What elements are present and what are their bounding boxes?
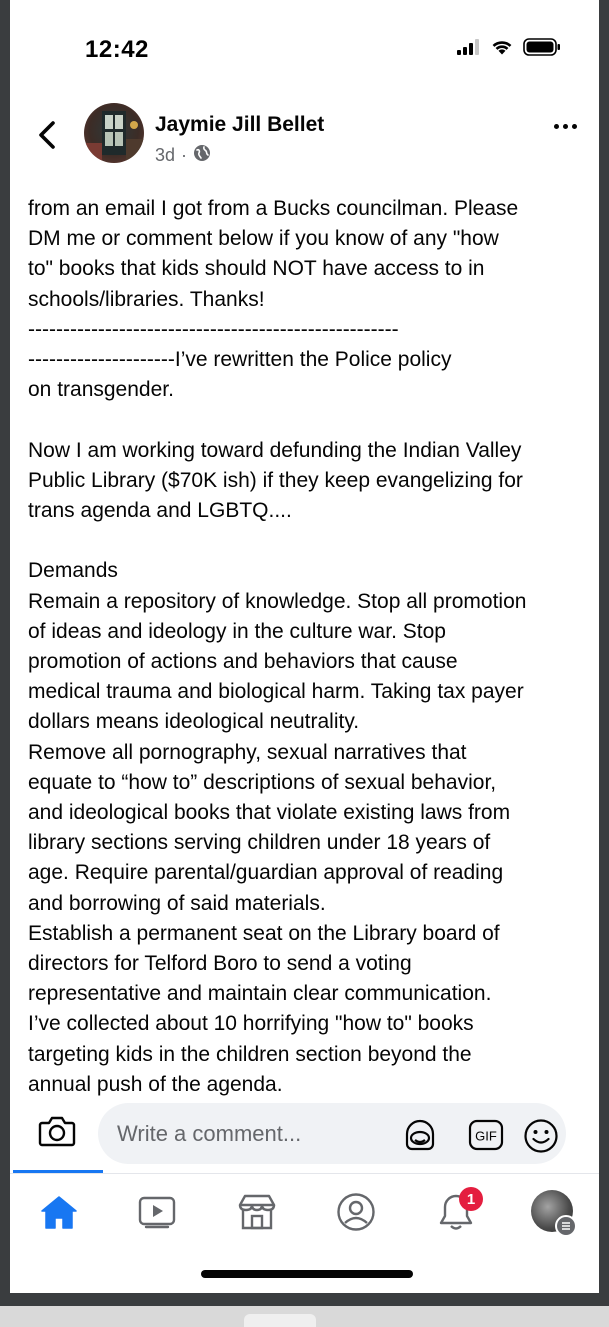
more-options-button[interactable] — [554, 124, 577, 129]
video-icon — [138, 1195, 176, 1229]
avatar-sticker-button[interactable] — [401, 1116, 439, 1157]
more-dot — [572, 124, 577, 129]
comment-placeholder: Write a comment... — [117, 1121, 302, 1146]
camera-icon — [38, 1114, 76, 1148]
phone-screen — [10, 0, 599, 1293]
tab-home[interactable] — [37, 1190, 81, 1234]
home-indicator[interactable] — [201, 1270, 413, 1278]
author-name[interactable]: Jaymie Jill Bellet — [155, 113, 325, 136]
svg-text:GIF: GIF — [475, 1128, 497, 1144]
gif-button[interactable] — [468, 1119, 504, 1156]
post-meta — [155, 144, 211, 167]
marketplace-icon — [237, 1193, 277, 1231]
tab-profile[interactable] — [334, 1190, 378, 1234]
emoji-button[interactable] — [523, 1118, 559, 1159]
back-button[interactable] — [35, 118, 59, 152]
wifi-icon — [491, 39, 513, 60]
comment-input[interactable] — [98, 1103, 566, 1164]
bottom-pill — [244, 1314, 316, 1327]
gif-icon — [468, 1119, 504, 1151]
avatar-sticker-icon — [401, 1116, 439, 1152]
camera-button[interactable] — [38, 1114, 76, 1153]
profile-icon — [336, 1192, 376, 1232]
status-icons — [457, 38, 561, 61]
notifications-badge: 1 — [459, 1187, 483, 1211]
menu-button[interactable] — [555, 1215, 577, 1237]
chevron-left-icon — [35, 118, 59, 152]
more-dot — [563, 124, 568, 129]
emoji-icon — [523, 1118, 559, 1154]
meta-separator: · — [181, 145, 188, 165]
tab-bar-divider — [10, 1173, 599, 1174]
more-dot — [554, 124, 559, 129]
tab-video[interactable] — [135, 1190, 179, 1234]
post-text: from an email I got from a Bucks councilman. Please DM me or comment below if you know of any "how to" books that kids should NOT have access to in schools/libraries. Thanks! ----------------------------------------------------- ---------------------I’ve rewritten the Police policy on transgender. Now I am working toward defunding the Indian Valley Public Library ($70K ish) if they keep evangelizing for trans agenda and LGBTQ.... Demands Remain a repository of knowledge. Stop all promotion of ideas and ideology in the culture war. Stop promotion of actions and behaviors that cause medical trauma and biological harm. Taking tax payer dollars means ideological neutrality. Remove all pornography, sexual narratives that equate to “how to” descriptions of sexual behavior, and ideological books that violate existing laws from library sections serving children under 18 years of age. Require parental/guardian approval of reading and borrowing of said materials. Establish a permanent seat on the Library board of directors for Telford Boro to send a voting representative and maintain clear communication. I’ve collected about 10 horrifying "how to" books targeting kids in the children section beyond the annual push of the agenda. — [28, 197, 527, 1096]
tab-marketplace[interactable] — [235, 1190, 279, 1234]
globe-icon — [193, 144, 211, 167]
menu-icon — [561, 1222, 571, 1230]
home-icon — [40, 1194, 78, 1230]
battery-icon — [523, 38, 561, 61]
author-avatar[interactable] — [84, 103, 144, 163]
bottom-strip — [0, 1306, 609, 1327]
status-time: 12:42 — [85, 36, 149, 63]
post-time[interactable]: 3d — [155, 145, 176, 165]
cellular-signal-icon — [457, 39, 481, 60]
